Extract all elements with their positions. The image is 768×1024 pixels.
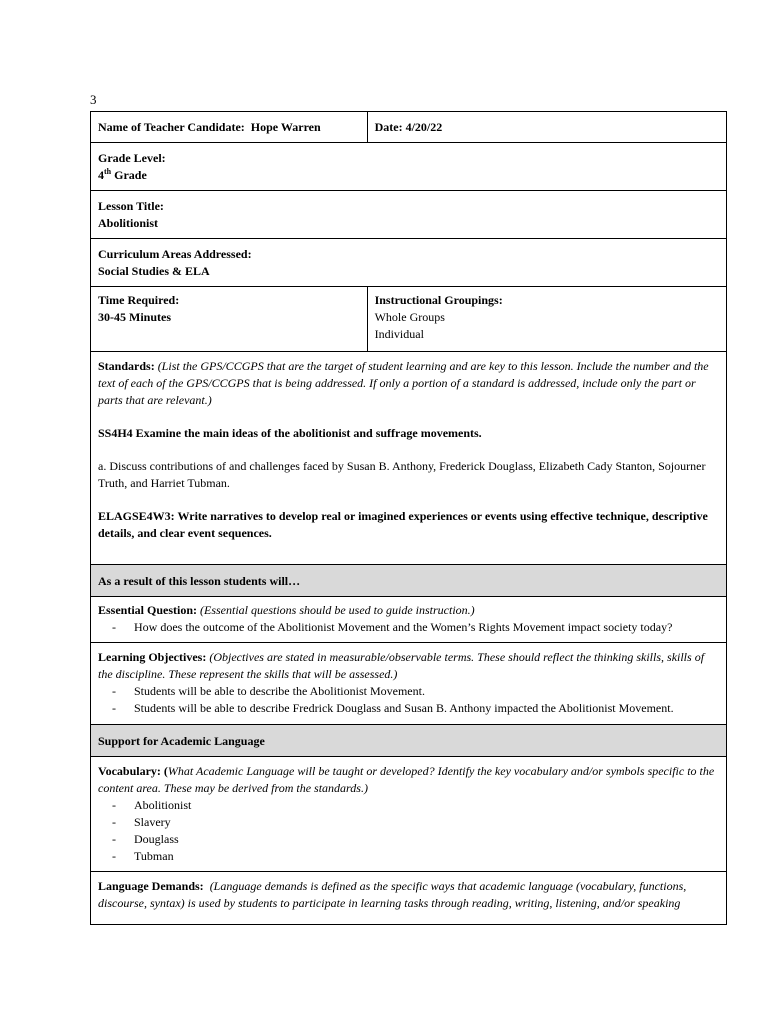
- bullet-dash: -: [112, 832, 116, 846]
- standard-elagse4w3: ELAGSE4W3: Write narratives to develop real or imagined experiences or events using effective technique, descriptive details, and clear event sequences.: [98, 509, 708, 540]
- list-item: [98, 619, 719, 636]
- bullet-dash: -: [112, 815, 116, 829]
- row-essential-question: [91, 597, 727, 643]
- objectives-desc: (Objectives are stated in measurable/observable terms. These should reflect the thinking skills, skills of the discipline. These represent the skills that will be assessed.): [98, 650, 705, 681]
- essential-question-cell: [91, 597, 727, 643]
- row-teacher-date: [91, 112, 727, 143]
- standards-label: Standards:: [98, 359, 155, 373]
- teacher-name: Hope Warren: [250, 120, 321, 134]
- standards-cell: [91, 352, 727, 565]
- groupings-cell: [367, 287, 726, 352]
- row-learning-objectives: [91, 643, 727, 725]
- list-item: [98, 797, 719, 814]
- row-result-header: [91, 565, 727, 597]
- objective-text: Students will be able to describe the Abolitionist Movement.: [134, 684, 425, 698]
- essential-question-desc: (Essential questions should be used to guide instruction.): [200, 603, 475, 617]
- essential-question-label: Essential Question:: [98, 603, 198, 617]
- language-demands-intro: [98, 878, 719, 912]
- row-standards: [91, 352, 727, 565]
- standards-intro: [98, 358, 719, 409]
- language-demands-label: Language Demands:: [98, 879, 204, 893]
- row-curriculum: [91, 239, 727, 287]
- list-item: [98, 683, 719, 700]
- row-vocabulary: [91, 757, 727, 872]
- bullet-dash: -: [112, 798, 116, 812]
- grade-num: 4: [98, 168, 104, 182]
- date-cell: [367, 112, 726, 143]
- list-item: [98, 700, 719, 717]
- time-value: 30-45 Minutes: [98, 310, 171, 324]
- time-cell: [91, 287, 368, 352]
- bullet-dash: -: [112, 701, 116, 715]
- vocab-term: Tubman: [134, 849, 174, 863]
- objectives-label: Learning Objectives:: [98, 650, 207, 664]
- row-lesson-title: [91, 191, 727, 239]
- vocab-term: Abolitionist: [134, 798, 192, 812]
- teacher-cell: [91, 112, 368, 143]
- vocabulary-cell: [91, 757, 727, 872]
- bullet-dash: -: [112, 620, 116, 634]
- vocab-term: Douglass: [134, 832, 179, 846]
- groupings-label: Instructional Groupings:: [374, 293, 503, 307]
- language-demands-cell: [91, 872, 727, 925]
- grade-value: [98, 167, 719, 184]
- essential-question-intro: [98, 602, 719, 619]
- language-demands-desc: (Language demands is defined as the specific ways that academic language (vocabulary, functions, discourse, syntax) is used by students to participate in learning tasks through reading, writing, listening, and/or speaking: [98, 879, 687, 910]
- grade-word: Grade: [114, 168, 147, 182]
- objective-text: Students will be able to describe Fredrick Douglass and Susan B. Anthony impacted the Abolitionist Movement.: [134, 701, 674, 715]
- curriculum-value: Social Studies & ELA: [98, 264, 210, 278]
- objectives-intro: [98, 649, 719, 683]
- lesson-title-cell: [91, 191, 727, 239]
- list-item: [98, 814, 719, 831]
- row-language-demands: [91, 872, 727, 925]
- lesson-plan-form: [90, 111, 727, 925]
- row-grade: [91, 143, 727, 191]
- curriculum-cell: [91, 239, 727, 287]
- grouping-item: Individual: [374, 327, 424, 341]
- page-number: 3: [90, 92, 97, 107]
- teacher-label: Name of Teacher Candidate:: [98, 120, 245, 134]
- grouping-item: Whole Groups: [374, 310, 445, 324]
- grade-cell: [91, 143, 727, 191]
- bullet-dash: -: [112, 849, 116, 863]
- lesson-title-value: Abolitionist: [98, 216, 159, 230]
- vocab-term: Slavery: [134, 815, 171, 829]
- standard-ss4h4-a: a. Discuss contributions of and challenges faced by Susan B. Anthony, Frederick Douglass, Elizabeth Cady Stanton, Sojourner Truth, and Harriet Tubman.: [98, 459, 706, 490]
- essential-question-text: How does the outcome of the Abolitionist Movement and the Women’s Rights Movement impact society today?: [134, 620, 673, 634]
- standards-desc: (List the GPS/CCGPS that are the target of student learning and are key to this lesson. Include the number and the text of each of the GPS/CCGPS that is being addressed. If only a portion of a standard is addressed, include only the part or parts that are relevant.): [98, 359, 709, 407]
- row-time-groupings: [91, 287, 727, 352]
- date-value: 4/20/22: [405, 120, 443, 134]
- result-header: As a result of this lesson students will…: [91, 565, 727, 597]
- academic-language-header: Support for Academic Language: [91, 725, 727, 757]
- row-academic-header: [91, 725, 727, 757]
- list-item: [98, 831, 719, 848]
- grade-label: Grade Level:: [98, 151, 166, 165]
- curriculum-label: Curriculum Areas Addressed:: [98, 247, 252, 261]
- standard-ss4h4: SS4H4 Examine the main ideas of the abolitionist and suffrage movements.: [98, 426, 482, 440]
- lesson-title-label: Lesson Title:: [98, 199, 164, 213]
- vocabulary-label: Vocabulary: (: [98, 764, 168, 778]
- bullet-dash: -: [112, 684, 116, 698]
- vocabulary-intro: [98, 763, 719, 797]
- time-label: Time Required:: [98, 293, 180, 307]
- list-item: [98, 848, 719, 865]
- date-label: Date:: [374, 120, 403, 134]
- grade-suffix: th: [104, 167, 112, 176]
- vocabulary-desc: What Academic Language will be taught or developed? Identify the key vocabulary and/or symbols specific to the content area. These may be derived from the standards.): [98, 764, 715, 795]
- objectives-cell: [91, 643, 727, 725]
